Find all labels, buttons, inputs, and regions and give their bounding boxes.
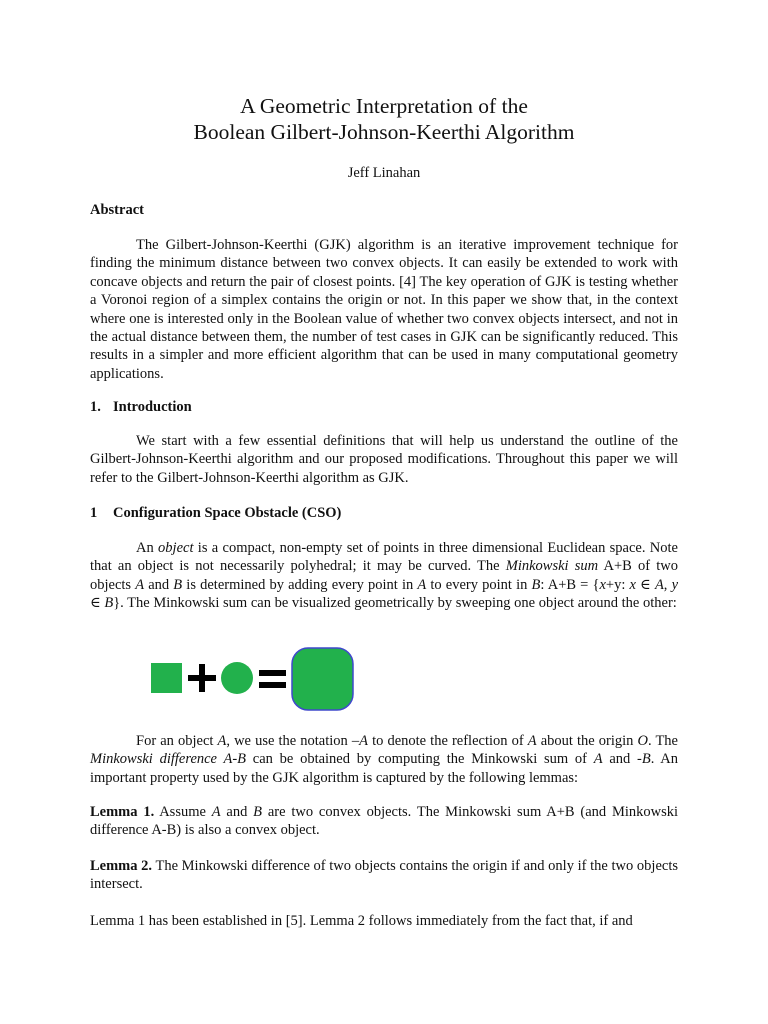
cso-number: 1 <box>90 505 98 521</box>
introduction-paragraph: We start with a few essential definitions that will help us understand the outline of the Gilbert-Johnson-Keerthi algorithm and our proposed modifications. Throughout this paper we will refer to the Gilbert-Johnson-Keerthi algorithm as GJK. <box>90 433 678 486</box>
plus-sign-vertical <box>199 664 205 692</box>
abstract-paragraph: The Gilbert-Johnson-Keerthi (GJK) algorithm is an iterative improvement technique for finding the minimum distance between two convex objects. It can easily be extended to work with concave objects and return the pair of closest points. [4] The key operation of GJK is testing whether a Voronoi region of a simplex contains the origin or not. In this paper we show that, in the context where one is interested only in the Boolean value of whether two convex objects intersect, and not in the actual distance between them, the number of test cases in GJK can be significantly reduced. This results in a simpler and more efficient algorithm that can be used in many computational geometry applications. <box>90 237 678 382</box>
square-shape <box>151 663 182 693</box>
title-line-1: A Geometric Interpretation of the <box>240 94 528 118</box>
minkowski-sum-illustration <box>150 645 360 713</box>
lemma-2: Lemma 2. The Minkowski difference of two objects contains the origin if and only if the two objects intersect. <box>90 858 678 893</box>
lemma-1: Lemma 1. Assume A and B are two convex objects. The Minkowski sum A+B (and Minkowski difference A-B) is also a convex object. <box>90 804 679 839</box>
equals-sign-bottom <box>259 682 286 688</box>
circle-shape <box>221 662 253 694</box>
cso-heading <box>90 504 678 522</box>
minkowski-sum-figure <box>150 645 360 713</box>
cso-paragraph-2: For an object A, we use the notation –A to denote the reflection of A about the origin O. The Minkowski difference A-B can be obtained by computing the Minkowski sum of A and -B. An important property used by the GJK algorithm is captured by the following lemmas: <box>90 733 678 786</box>
cso-paragraph-1: An object is a compact, non-empty set of points in three dimensional Euclidean space. Note that an object is not necessarily polyhedral; it may be curved. The Minkowski sum A+B of two objects A and B is determined by adding every point in A to every point in B: A+B = {x+y: x ∈ A, y ∈ B}. The Minkowski sum can be visualized geometrically by sweeping one object around the other: <box>90 540 678 612</box>
lemma-proof-paragraph: Lemma 1 has been established in [5]. Lemma 2 follows immediately from the fact that, if and <box>90 913 633 929</box>
abstract-heading: Abstract <box>90 202 144 218</box>
equals-sign-top <box>259 670 286 676</box>
title-line-2: Boolean Gilbert-Johnson-Keerthi Algorithm <box>193 120 575 144</box>
introduction-title: Introduction <box>113 399 192 415</box>
author-name: Jeff Linahan <box>347 165 421 181</box>
lemma-2-label: Lemma 2. <box>90 858 153 874</box>
introduction-number: 1. <box>90 399 101 415</box>
cso-title: Configuration Space Obstacle (CSO) <box>113 505 342 521</box>
rounded-square-result <box>292 648 353 710</box>
paper-title <box>0 93 768 145</box>
lemma-1-label: Lemma 1. <box>90 804 155 820</box>
introduction-heading <box>90 398 678 416</box>
